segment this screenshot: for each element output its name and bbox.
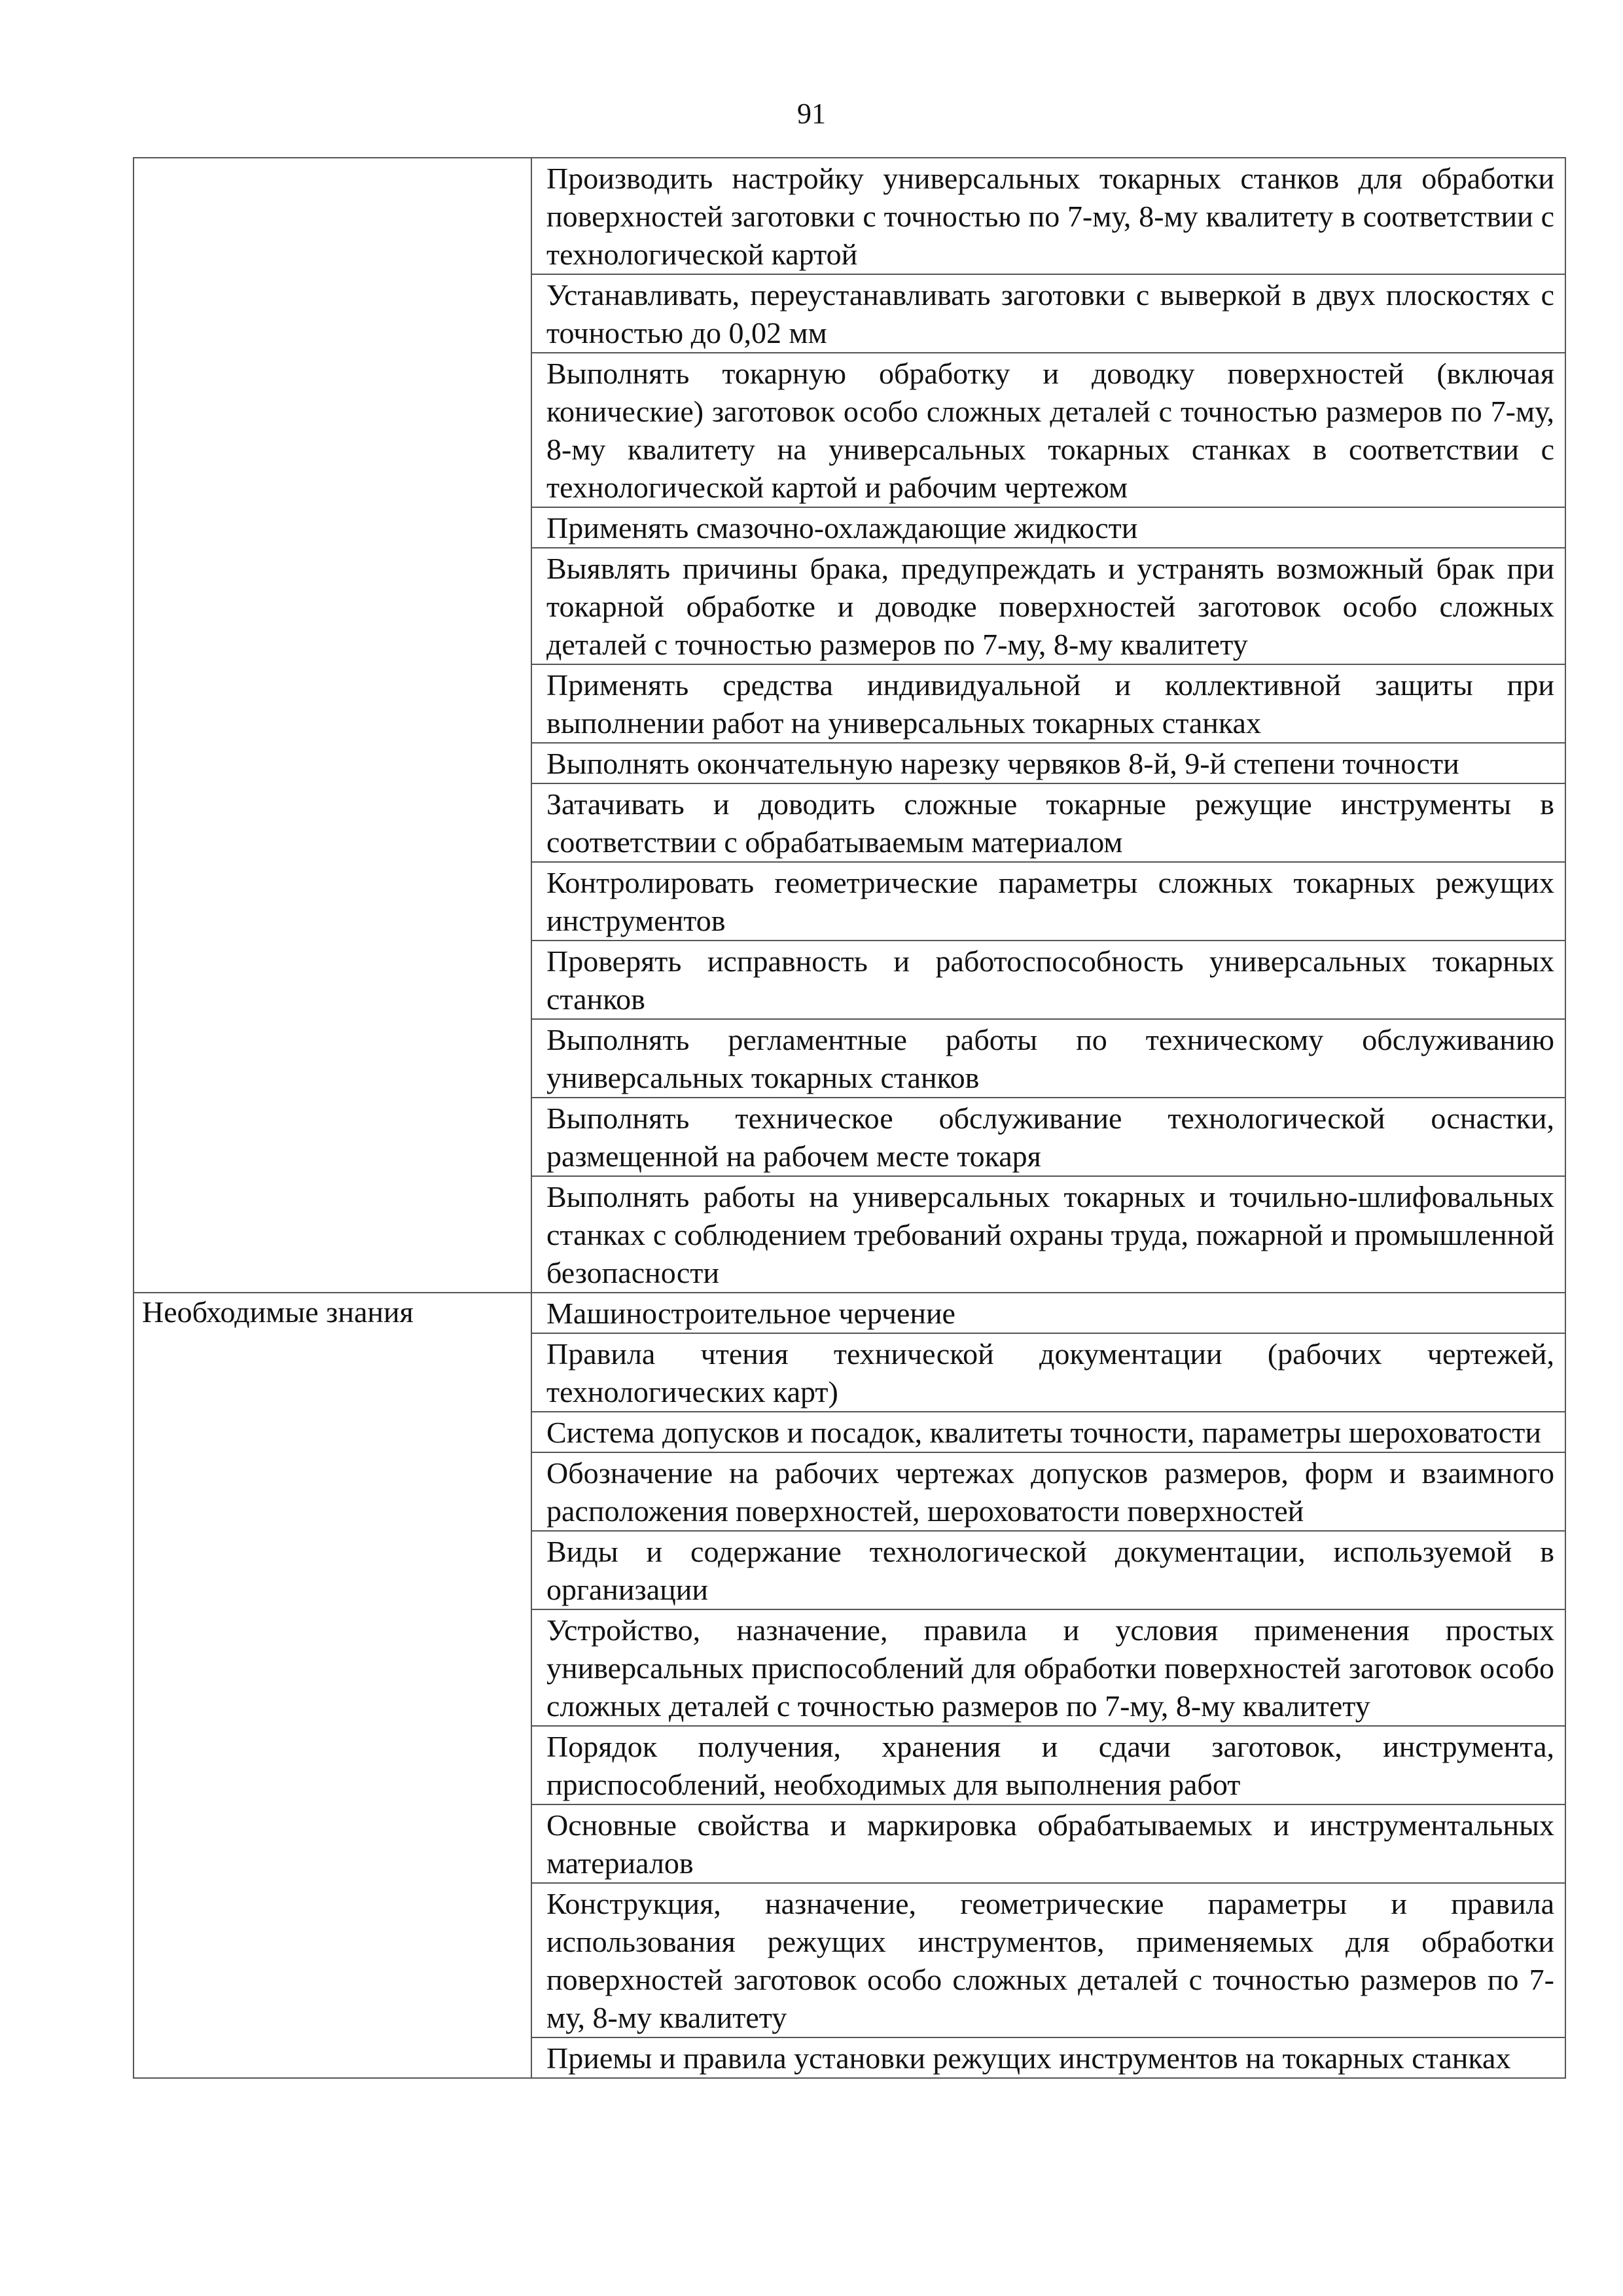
table-cell: Выполнять техническое обслуживание технологической оснастки, размещенной на рабочем месте токаря	[531, 1098, 1565, 1176]
table-cell: Конструкция, назначение, геометрические параметры и правила использования режущих инструментов, применяемых для обработки поверхностей заготовок особо сложных деталей с точностью размеров по 7-му, 8-му квалитету	[531, 1883, 1565, 2037]
table-cell: Производить настройку универсальных токарных станков для обработки поверхностей заготовки с точностью по 7-му, 8-му квалитету в соответствии с технологической картой	[531, 158, 1565, 274]
table-row	[134, 1293, 1565, 1333]
table-cell: Основные свойства и маркировка обрабатываемых и инструментальных материалов	[531, 1804, 1565, 1883]
table-cell: Правила чтения технической документации (рабочих чертежей, технологических карт)	[531, 1333, 1565, 1412]
table-cell: Выполнять регламентные работы по техническому обслуживанию универсальных токарных станков	[531, 1019, 1565, 1098]
table-cell: Проверять исправность и работоспособность универсальных токарных станков	[531, 941, 1565, 1019]
table-cell: Устанавливать, переустанавливать заготовки с выверкой в двух плоскостях с точностью до 0,02 мм	[531, 274, 1565, 353]
table-cell: Обозначение на рабочих чертежах допусков размеров, форм и взаимного расположения поверхностей, шероховатости поверхностей	[531, 1452, 1565, 1531]
table-cell: Система допусков и посадок, квалитеты точности, параметры шероховатости	[531, 1412, 1565, 1452]
table-cell: Применять смазочно-охлаждающие жидкости	[531, 507, 1565, 548]
table-cell: Виды и содержание технологической документации, используемой в организации	[531, 1531, 1565, 1609]
table-row	[134, 158, 1565, 274]
table-cell: Порядок получения, хранения и сдачи заготовок, инструмента, приспособлений, необходимых для выполнения работ	[531, 1726, 1565, 1804]
table-cell: Устройство, назначение, правила и условия применения простых универсальных приспособлений для обработки поверхностей заготовок особо сложных деталей с точностью размеров по 7-му, 8-му квалитету	[531, 1609, 1565, 1726]
knowledge-section-label: Необходимые знания	[142, 1295, 414, 1329]
table-cell: Контролировать геометрические параметры сложных токарных режущих инструментов	[531, 862, 1565, 941]
skills-label-cell	[134, 158, 531, 1293]
table-cell: Машиностроительное черчение	[531, 1293, 1565, 1333]
knowledge-label-cell	[134, 1293, 531, 2078]
table-cell: Применять средства индивидуальной и коллективной защиты при выполнении работ на универсальных токарных станках	[531, 664, 1565, 743]
table-cell: Выполнять работы на универсальных токарных и точильно-шлифовальных станках с соблюдением требований охраны труда, пожарной и промышленной безопасности	[531, 1176, 1565, 1293]
requirements-table	[133, 157, 1566, 2079]
table-cell: Выполнять окончательную нарезку червяков 8-й, 9-й степени точности	[531, 743, 1565, 783]
table-cell: Выполнять токарную обработку и доводку поверхностей (включая конические) заготовок особо сложных деталей с точностью размеров по 7-му, 8-му квалитету на универсальных токарных станках в соответствии с технологической картой и рабочим чертежом	[531, 353, 1565, 507]
table-cell: Затачивать и доводить сложные токарные режущие инструменты в соответствии с обрабатываемым материалом	[531, 783, 1565, 862]
table-cell: Выявлять причины брака, предупреждать и устранять возможный брак при токарной обработке и доводке поверхностей заготовок особо сложных деталей с точностью размеров по 7-му, 8-му квалитету	[531, 548, 1565, 664]
page-number: 91	[797, 98, 826, 130]
table-cell: Приемы и правила установки режущих инструментов на токарных станках	[531, 2037, 1565, 2078]
